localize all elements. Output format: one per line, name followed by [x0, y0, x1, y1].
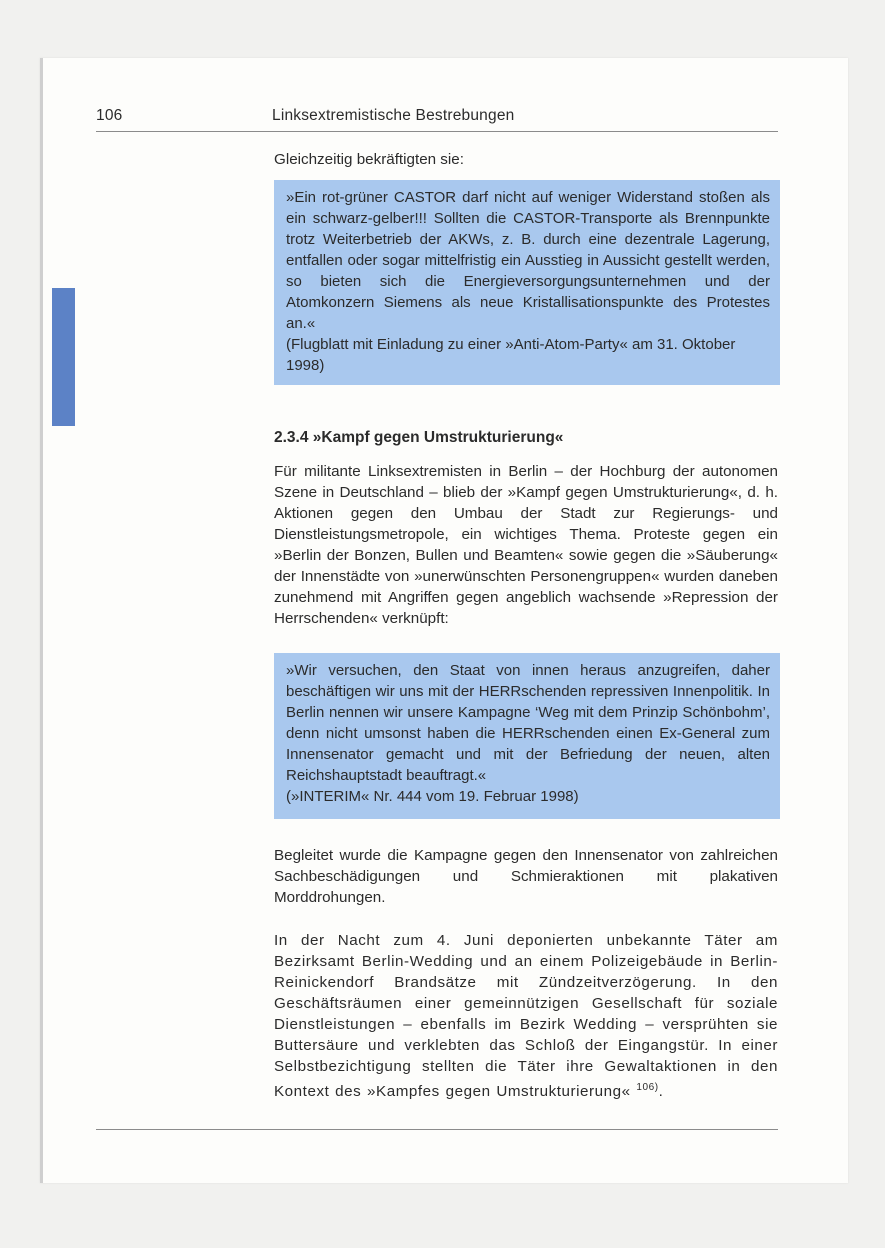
quote-source: (»INTERIM« Nr. 444 vom 19. Februar 1998) [286, 788, 579, 805]
footnote-reference: 106) [636, 1082, 659, 1093]
footer-rule [96, 1129, 778, 1130]
paragraph [274, 461, 778, 629]
paragraph [274, 845, 778, 908]
intro-text: Gleichzeitig bekräftigten sie: [274, 151, 464, 168]
quote-box-interim [274, 653, 780, 819]
paragraph-text-container [274, 930, 778, 1102]
paragraph-text: In der Nacht zum 4. Juni deponierten unbekannte Täter am Bezirksamt Berlin-Wedding und an einem Polizeigebäude in Berlin-Reinickendorf Brandsätze mit Zündzeitverzögerung. In den Geschäftsräumen einer gemeinnützigen Gesellschaft für soziale Dienstleistungen – ebenfalls im Bezirk Wedding – versprühten sie Buttersäure und verklebten das Schloß der Eingangstür. In einer Selbstbezichtigung stellten die Täter ihre Gewaltaktionen in den Kontext des »Kampfes gegen Umstrukturierung« [274, 932, 778, 1101]
paragraph-text: Für militante Linksextremisten in Berlin – der Hochburg der autonomen Szene in Deutschland – blieb der »Kampf gegen Umstrukturierung«, d. h. Aktionen gegen den Umbau der Stadt zur Regierungs- und Dienstleistungsmetropole, ein wichtiges Thema. Proteste gegen ein »Berlin der Bonzen, Bullen und Beamten« sowie gegen die »Säuberung« der Innenstädte von »unerwünschten Personengruppen« wurden daneben zunehmend mit Angriffen gegen angeblich wachsende »Repression der Herrschenden« verknüpft: [274, 463, 778, 627]
header-rule [96, 131, 778, 132]
page-edge [40, 58, 43, 1183]
quote-text: »Wir versuchen, den Staat von innen heraus anzugreifen, daher beschäftigen wir uns mit der HERRschenden repressiven Innenpolitik. In Berlin nennen wir unsere Kampagne ‘Weg mit dem Prinzip Schönbohm’, denn nicht umsonst haben die HERRschenden einen Ex-General zum Innensenator gemacht und mit der Befriedung der neuen, alten Reichshauptstadt beauftragt.« [286, 662, 770, 784]
quote-box-castor [274, 180, 780, 385]
paragraph-text: Begleitet wurde die Kampagne gegen den Innensenator von zahlreichen Sachbeschädigungen und Schmieraktionen mit plakativen Morddrohungen. [274, 847, 778, 906]
page-number: 106 [96, 107, 123, 124]
running-header-title: Linksextremistische Bestrebungen [272, 107, 515, 124]
intro-line [274, 149, 778, 170]
quote-source: (Flugblatt mit Einladung zu einer »Anti-Atom-Party« am 31. Oktober 1998) [286, 336, 736, 374]
paragraph [274, 930, 778, 1102]
chapter-thumb-tab [52, 288, 75, 426]
quote-text: »Ein rot-grüner CASTOR darf nicht auf weniger Widerstand stoßen als ein schwarz-gelber!!! Sollten die CASTOR-Transporte als Brennpunkte trotz Weiterbetrieb der AKWs, z. B. durch eine dezentrale Lagerung, entfallen oder sogar mittelfristig ein Ausstieg in Aussicht gestellt werden, so bieten sich die Energieversorgungsunternehmen und der Atomkonzern Siemens als neue Kristallisationspunkte des Protestes an.« [286, 189, 770, 332]
section-heading: 2.3.4 »Kampf gegen Umstrukturierung« [274, 429, 564, 446]
footnote-tail: . [658, 1083, 664, 1101]
